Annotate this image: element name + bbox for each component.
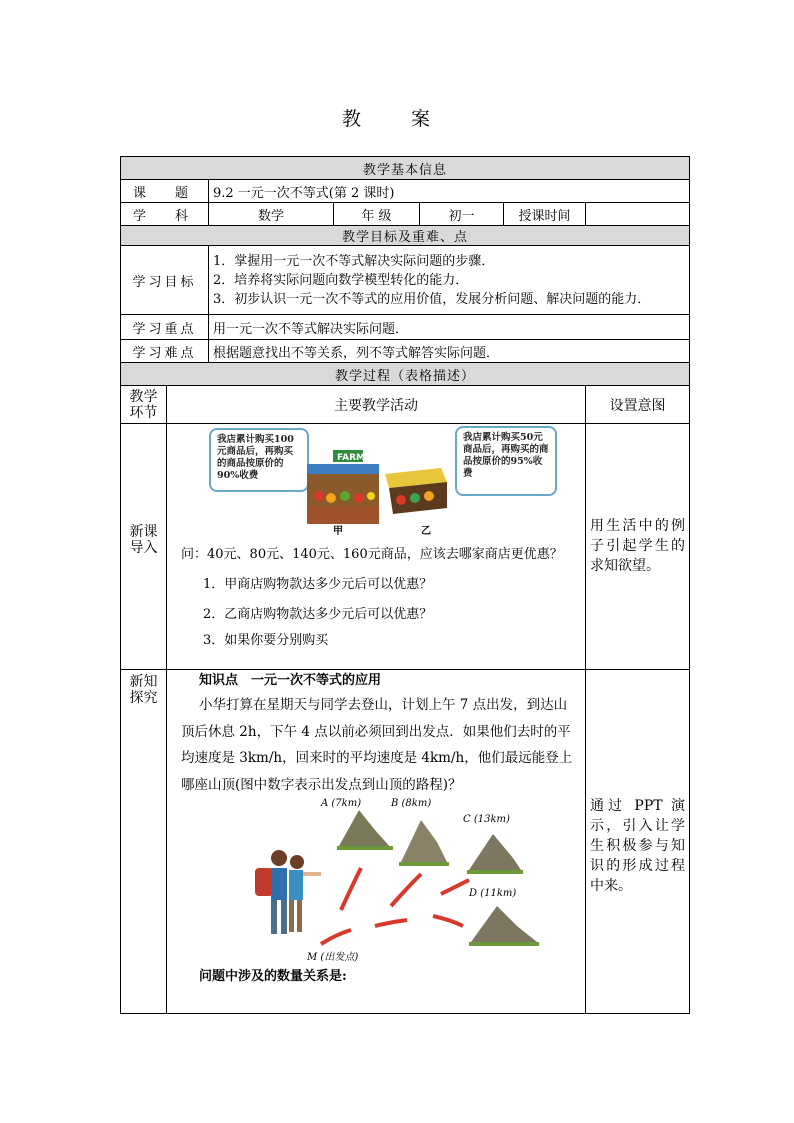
intent-explore: 通过 PPT 演示，引入让学生积极参与知识的形成过程中来。 — [586, 670, 690, 1014]
mountain-diagram — [241, 802, 561, 962]
activity-column-header: 主要教学活动 — [167, 386, 586, 424]
mountain-d-label: D (11km) — [469, 888, 517, 899]
intro-activity — [167, 424, 586, 670]
intent-column-header: 设置意图 — [586, 386, 690, 424]
knowledge-point-title: 知识点 一元一次不等式的应用 — [199, 673, 382, 688]
stage-explore: 新知探究 — [121, 670, 167, 1014]
grade-value: 初一 — [420, 203, 504, 226]
start-point-label: M (出发点) — [307, 952, 359, 963]
problem-text: 小华打算在星期天与同学去登山，计划上午 7 点出发，到达山顶后休息 2h，下午 4 点以前必须回到出发点．如果他们去时的平均速度是 3km/h，回来时的平均速度是 4km/h，他们最远能登上哪座山顶(图中数字表示出发点到山顶的路程)？ — [181, 697, 573, 793]
shop-jia-label: 甲 — [333, 526, 343, 537]
goal-item: 1．掌握用一元一次不等式解决实际问题的步骤． — [213, 253, 495, 269]
goals-label: 学习目标 — [121, 246, 209, 315]
intro-question-1: 1．甲商店购物款达多少元后可以优惠？ — [203, 577, 433, 592]
goals-list — [209, 246, 690, 315]
topic-value: 9.2 一元一次不等式(第 2 课时) — [209, 180, 690, 203]
stage-intro: 新课导入 — [121, 424, 167, 670]
hikers-figure — [255, 850, 321, 934]
subject-label: 学 科 — [121, 203, 209, 226]
grade-label: 年 级 — [334, 203, 420, 226]
lesson-plan-table — [120, 156, 690, 1014]
intro-question-3: 3．如果你要分别购买 — [203, 633, 329, 648]
mountain-b — [401, 820, 447, 862]
intro-question-2: 2．乙商店购物款达多少元后可以优惠？ — [203, 607, 433, 622]
basic-info-header: 教学基本信息 — [121, 157, 690, 180]
difficulty-label: 学习难点 — [121, 340, 209, 363]
speech-bubble-yi: 我店累计购买50元商品后，再购买的商品按原价的95%收费 — [455, 426, 557, 496]
time-value — [586, 203, 690, 226]
goals-header: 教学目标及重难、点 — [121, 226, 690, 246]
mountain-c — [469, 834, 521, 870]
mountain-illustration — [181, 798, 577, 962]
speech-bubble-jia: 我店累计购买100元商品后，再购买的商品按原价的90%收费 — [209, 428, 309, 492]
mountain-a-label: A (7km) — [321, 798, 362, 809]
shop-yi-label: 乙 — [421, 526, 431, 537]
goal-item: 2．培养将实际问题向数学模型转化的能力． — [213, 272, 469, 288]
mountain-a — [339, 810, 391, 848]
shop-stalls-image — [301, 448, 451, 530]
process-header: 教学过程（表格描述） — [121, 363, 690, 386]
intent-intro: 用生活中的例子引起学生的求知欲望。 — [586, 424, 690, 670]
explore-activity — [167, 670, 586, 1014]
key-point-label: 学习重点 — [121, 315, 209, 340]
time-label: 授课时间 — [504, 203, 586, 226]
key-point-value: 用一元一次不等式解决实际问题． — [209, 315, 690, 340]
stage-column-header: 教学环节 — [121, 386, 167, 424]
document-title: 教 案 — [341, 108, 453, 130]
intro-question: 问：40元、80元、140元、160元商品，应该去哪家商店更优惠？ — [181, 547, 563, 562]
mountain-c-label: C (13km) — [463, 814, 510, 825]
relation-prompt: 问题中涉及的数量关系是: — [199, 969, 347, 984]
difficulty-value: 根据题意找出不等关系，列不等式解答实际问题． — [209, 340, 690, 363]
farm-sign: FARM — [337, 453, 365, 463]
goal-item: 3．初步认识一元一次不等式的应用价值，发展分析问题、解决问题的能力． — [213, 291, 651, 307]
topic-label: 课 题 — [121, 180, 209, 203]
mountain-d — [471, 906, 537, 942]
mountain-b-label: B (8km) — [391, 798, 432, 809]
shops-illustration — [167, 424, 585, 540]
subject-value: 数学 — [209, 203, 334, 226]
